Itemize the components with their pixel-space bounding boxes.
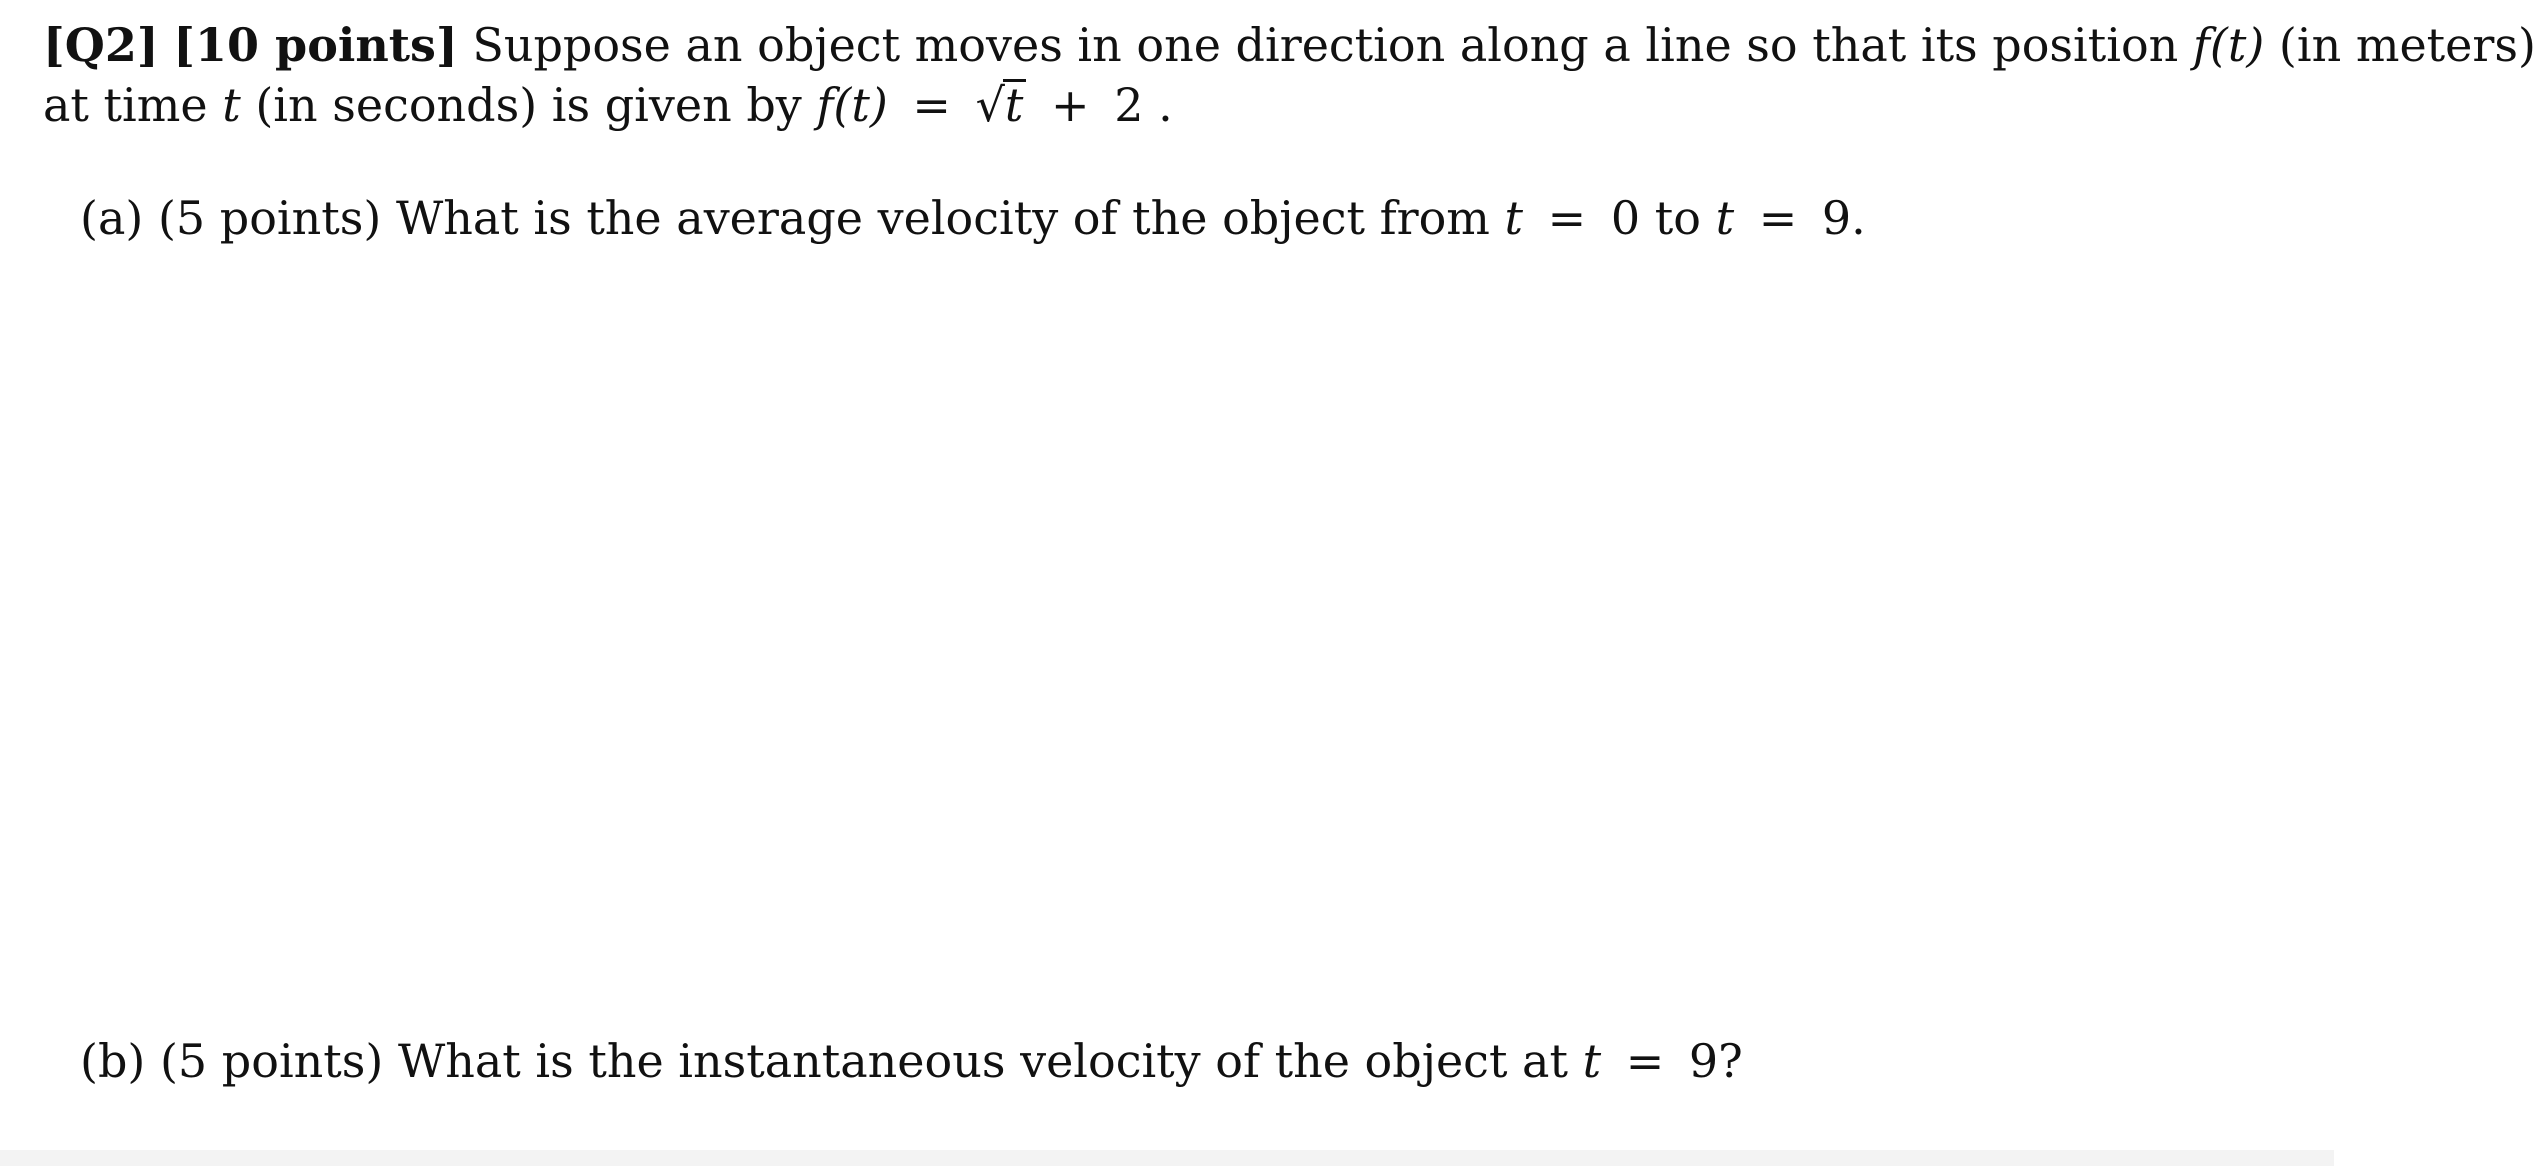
sqrt-argument: t (1003, 79, 1027, 128)
time-var: t (222, 78, 241, 132)
end-period: . (1158, 78, 1173, 132)
part-a-to: to (1654, 191, 1701, 245)
equals-sign: = (912, 78, 951, 132)
sqrt-symbol: √ (975, 78, 1005, 132)
question-label: [Q2] (43, 18, 159, 72)
units-seconds: (in seconds) is given by (255, 78, 802, 132)
part-b-line (80, 1033, 1743, 1089)
question-points: [10 points] (173, 18, 458, 72)
part-a-text: What is the average velocity of the object from (395, 191, 1490, 245)
part-a-eq1: = (1547, 191, 1587, 245)
question-line-2 (43, 77, 1173, 133)
units-meters: (in meters) (2278, 18, 2536, 72)
line2-start-text: at time (43, 78, 208, 132)
part-b-text: What is the instantaneous velocity of the object at (397, 1034, 1568, 1088)
part-b-points: (5 points) (159, 1034, 384, 1088)
sqrt-expression (976, 77, 1027, 133)
part-a-line (80, 190, 1866, 246)
part-a-var1: t (1504, 191, 1524, 245)
question-line-1 (43, 17, 2536, 73)
part-a-val1: 0 (1610, 191, 1641, 245)
part-a-eq2: = (1758, 191, 1798, 245)
position-function-var: f(t) (2192, 18, 2265, 72)
part-a-var2: t (1715, 191, 1735, 245)
function-lhs: f(t) (816, 78, 888, 132)
part-b-label: (b) (80, 1034, 146, 1088)
part-b-eq: = (1625, 1034, 1665, 1088)
plus-sign: + (1051, 78, 1090, 132)
part-a-label: (a) (80, 191, 144, 245)
part-b-val: 9? (1688, 1034, 1743, 1088)
question-intro-text: Suppose an object moves in one direction along a line so that its position (472, 18, 2179, 72)
part-a-points: (5 points) (157, 191, 382, 245)
part-b-var: t (1582, 1034, 1602, 1088)
bottom-edge-band (0, 1150, 2334, 1166)
part-a-val2: 9. (1821, 191, 1866, 245)
constant-term: 2 (1114, 78, 1144, 132)
